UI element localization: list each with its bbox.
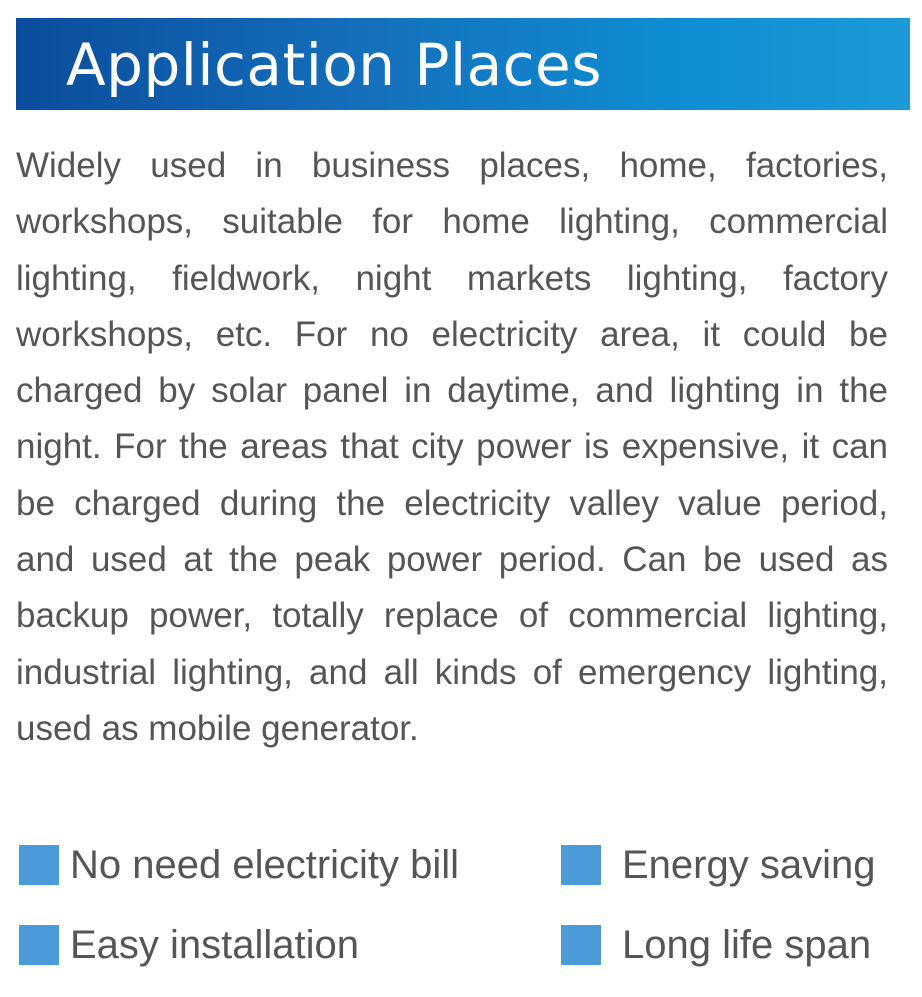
feature-label: Long life span bbox=[622, 923, 872, 967]
feature-item bbox=[19, 921, 359, 969]
feature-label: No need electricity bill bbox=[70, 843, 460, 887]
square-bullet-icon bbox=[561, 925, 601, 965]
feature-item bbox=[561, 921, 871, 969]
square-bullet-icon bbox=[19, 925, 59, 965]
feature-label: Energy saving bbox=[622, 843, 876, 887]
page-title: Application Places bbox=[66, 31, 602, 99]
square-bullet-icon bbox=[19, 845, 59, 885]
feature-item bbox=[19, 841, 459, 889]
feature-item bbox=[561, 841, 875, 889]
feature-label: Easy installation bbox=[70, 923, 360, 967]
description-paragraph: Widely used in business places, home, factories, workshops, suitable for home lighting, commercial lighting, fieldwork, night markets lighting, factory workshops, etc. For no electricity area, it could be charged by solar panel in daytime, and lighting in the night. For the areas that city power is expensive, it can be charged during the electricity valley value period, and used at the peak power period. Can be used as backup power, totally replace of commercial lighting, industrial lighting, and all kinds of emergency lighting, used as mobile generator. bbox=[16, 146, 888, 748]
square-bullet-icon bbox=[561, 845, 601, 885]
